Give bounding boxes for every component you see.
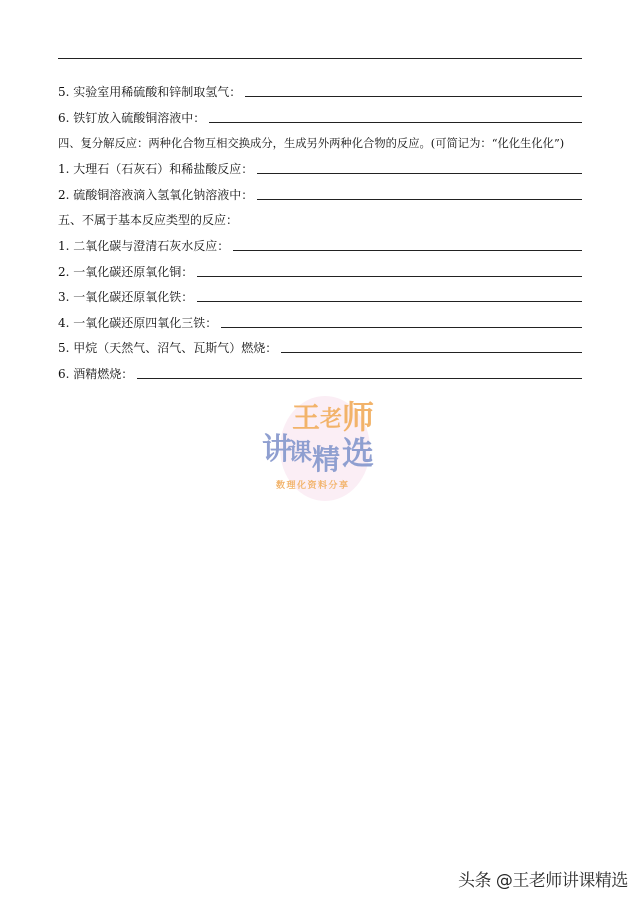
question-line bbox=[58, 283, 582, 305]
watermark-char: 讲 bbox=[262, 432, 292, 467]
answer-blank bbox=[257, 173, 582, 174]
watermark-char: 师 bbox=[342, 398, 375, 436]
answer-blank bbox=[197, 276, 582, 277]
top-rule bbox=[58, 58, 582, 59]
question-line bbox=[58, 232, 582, 254]
watermark-char: 老 bbox=[320, 406, 343, 432]
question-text: 3. 一氧化碳还原氧化铁： bbox=[58, 290, 194, 304]
question-line bbox=[58, 360, 582, 382]
watermark-char: 课 bbox=[288, 437, 312, 466]
question-line bbox=[58, 155, 582, 177]
section-heading bbox=[58, 130, 582, 152]
answer-blank bbox=[209, 122, 582, 123]
question-text: 6. 酒精燃烧： bbox=[58, 367, 134, 381]
section-heading-text: 四、复分解反应：两种化合物互相交换成分，生成另外两种化合物的反应。(可简记为：“化化生化化”) bbox=[58, 137, 565, 150]
question-text: 1. 大理石（石灰石）和稀盐酸反应： bbox=[58, 162, 254, 176]
answer-blank bbox=[257, 199, 582, 200]
watermark-char: 精 bbox=[312, 443, 341, 476]
question-text: 4. 一氧化碳还原四氧化三铁： bbox=[58, 316, 218, 330]
answer-blank bbox=[221, 327, 582, 328]
question-line bbox=[58, 181, 582, 203]
question-line bbox=[58, 309, 582, 331]
answer-blank bbox=[137, 378, 582, 379]
footer-attribution: 头条 @王老师讲课精选 bbox=[458, 871, 628, 891]
watermark-subtitle: 数理化资料分享 bbox=[276, 481, 350, 491]
question-text: 5. 实验室用稀硫酸和锌制取氢气： bbox=[58, 85, 242, 99]
answer-blank bbox=[281, 352, 582, 353]
question-text: 1. 二氧化碳与澄清石灰水反应： bbox=[58, 239, 230, 253]
section-heading bbox=[58, 206, 582, 228]
question-text: 2. 一氧化碳还原氧化铜： bbox=[58, 265, 194, 279]
watermark-logo bbox=[258, 392, 384, 512]
answer-blank bbox=[233, 250, 582, 251]
question-text: 5. 甲烷（天然气、沼气、瓦斯气）燃烧： bbox=[58, 341, 278, 355]
question-text: 6. 铁钉放入硫酸铜溶液中： bbox=[58, 111, 206, 125]
watermark-char: 选 bbox=[342, 434, 375, 472]
question-line bbox=[58, 104, 582, 126]
watermark-char: 王 bbox=[292, 401, 321, 434]
question-line bbox=[58, 78, 582, 100]
answer-blank bbox=[197, 301, 582, 302]
question-line bbox=[58, 258, 582, 280]
answer-blank bbox=[245, 96, 582, 97]
section-heading-text: 五、不属于基本反应类型的反应： bbox=[58, 213, 239, 227]
question-text: 2. 硫酸铜溶液滴入氢氧化钠溶液中： bbox=[58, 188, 254, 202]
question-line bbox=[58, 334, 582, 356]
